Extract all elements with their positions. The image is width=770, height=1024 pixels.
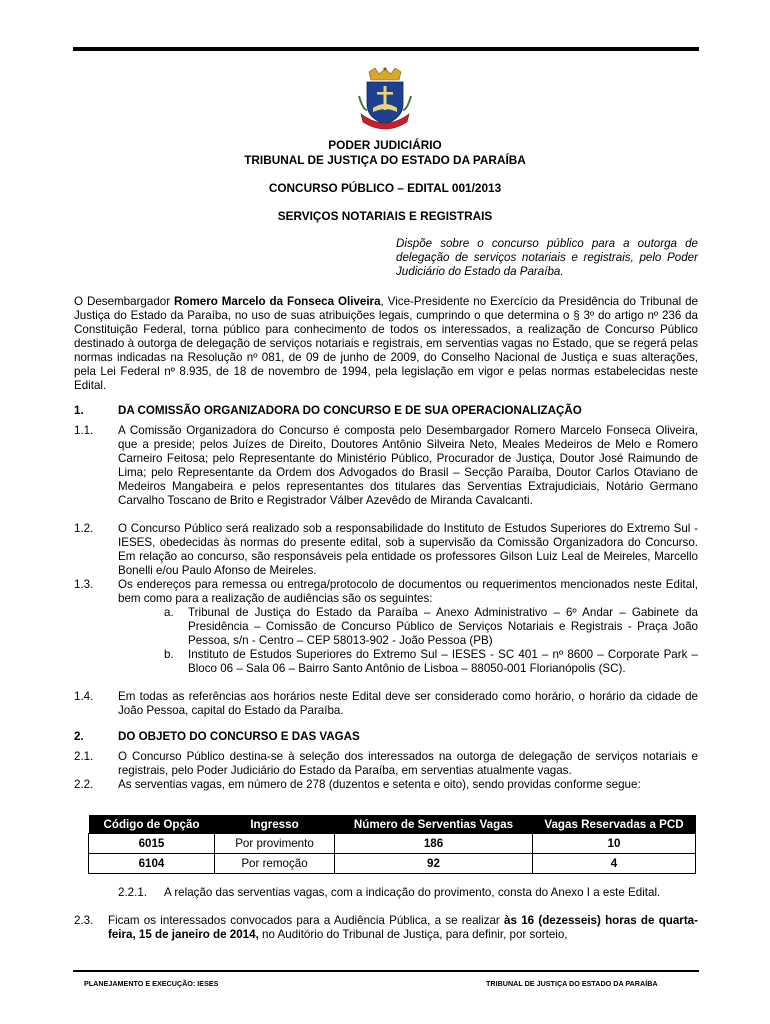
cell-pcd: 10: [533, 834, 696, 854]
item-2-3-bold: às 16 (dezesseis) horas de quarta-feira, 15 de janeiro de 2014,: [108, 914, 698, 941]
item-1-1-number: 1.1.: [74, 424, 94, 437]
ementa: Dispõe sobre o concurso público para a outorga de delegação de serviços notariais e registrais, pelo Poder Judiciário do Estado da Paraíba.: [396, 237, 698, 278]
top-rule: [73, 47, 699, 51]
item-2-2-number: 2.2.: [74, 778, 94, 791]
section-2-title: DO OBJETO DO CONCURSO E DAS VAGAS: [118, 730, 360, 743]
col-header-codigo: Código de Opção: [89, 815, 215, 834]
item-2-1-number: 2.1.: [74, 750, 94, 763]
bottom-rule: [73, 970, 699, 972]
item-2-3-post: no Auditório do Tribunal de Justiça, para definir, por sorteio,: [258, 928, 568, 941]
item-1-1-text: A Comissão Organizadora do Concurso é composta pelo Desembargador Romero Marcelo Fonseca Oliveira, que a preside; pelos Juízes de Direito, Doutores Antônio Silveira Neto, Meales Medeiros de Melo e Romero Carneiro Feitosa; pelo Representante do Ministério Público, Procurador de Justiça, Doutor José Raimundo de Lima; pelo Representante da Ordem dos Advogados do Brasil – Secção Paraíba, Doutor Carlos Otaviano de Medeiros Mangabeira e pelos representantes dos titulares das Serventias Extrajudiciais, Notário Germano Carvalho Toscano de Brito e Registrador Válber Azevêdo de Miranda Cavalcanti.: [118, 424, 698, 507]
cell-pcd: 4: [533, 854, 696, 874]
section-1-number: 1.: [74, 404, 84, 417]
intro-paragraph: [74, 295, 698, 393]
section-1-title: DA COMISSÃO ORGANIZADORA DO CONCURSO E DE SUA OPERACIONALIZAÇÃO: [118, 404, 582, 417]
table-row: [89, 854, 696, 874]
edital-subject: SERVIÇOS NOTARIAIS E REGISTRAIS: [277, 209, 493, 223]
intro-post: , Vice-Presidente no Exercício da Presidência do Tribunal de Justiça do Estado da Paraíba, no uso de suas atribuições legais, cumprindo o que determina o § 3º do artigo nº 236 da Constituição Federal, torna público para conhecimento de todos os interessados, a realização de Concurso Público destinado à outorga de delegação de serviços notariais e registrais, em serventias vagas no Estado, que se regerá pelas normas indicadas na Resolução nº 081, de 09 de junho de 2009, do Conselho Nacional de Justiça e suas alterações, pela Lei Federal nº 8.935, de 18 de novembro de 1994, pela legislação em vigor e pelas normas estabelecidas neste Edital.: [74, 295, 698, 392]
item-2-3-number: 2.3.: [74, 914, 94, 927]
item-1-4-text: Em todas as referências aos horários neste Edital deve ser considerado como horário, o horário da cidade de João Pessoa, capital do Estado da Paraíba.: [118, 690, 698, 717]
intro-name: Romero Marcelo da Fonseca Oliveira: [174, 295, 381, 308]
item-1-3-text: Os endereços para remessa ou entrega/protocolo de documentos ou requerimentos mencionados neste Edital, bem como para a realização de audiências são os seguintes:: [118, 578, 698, 605]
cell-codigo: 6104: [89, 854, 215, 874]
address-b-letter: b.: [164, 648, 174, 661]
cell-ingresso: Por remoção: [215, 854, 335, 874]
item-2-2-1-number: 2.2.1.: [118, 886, 148, 899]
court-crest-emblem: [355, 66, 415, 132]
item-2-1-text: O Concurso Público destina-se à seleção dos interessados na outorga de delegação de serviços notariais e registrais, pelo Poder Judiciário do Estado da Paraíba, em serventias atualmente vagas.: [118, 750, 698, 777]
item-1-2-text: O Concurso Público será realizado sob a responsabilidade do Instituto de Estudos Superiores do Extremo Sul - IESES, obedecidas às normas do presente edital, sob a supervisão da Comissão Organizadora do Concurso. Em relação ao concurso, são responsáveis pela entidade os professores Gilson Luiz Leal de Meireles, Marcello Bonelli e/ou Paulo Afonso de Meireles.: [118, 522, 698, 577]
item-1-2-number: 1.2.: [74, 522, 94, 535]
item-1-4-number: 1.4.: [74, 690, 94, 703]
item-1-3-number: 1.3.: [74, 578, 94, 591]
header-line-tribunal: TRIBUNAL DE JUSTIÇA DO ESTADO DA PARAÍBA: [244, 153, 526, 167]
item-2-2-text: As serventias vagas, em número de 278 (duzentos e setenta e oito), sendo providas conforme segue:: [118, 778, 641, 791]
cell-ingresso: Por provimento: [215, 834, 335, 854]
table-header-row: [89, 815, 696, 834]
intro-pre: O Desembargador: [74, 295, 175, 308]
cell-codigo: 6015: [89, 834, 215, 854]
item-2-3-pre: Ficam os interessados convocados para a Audiência Pública, a se realizar: [108, 914, 505, 927]
col-header-ingresso: Ingresso: [215, 815, 335, 834]
col-header-pcd: Vagas Reservadas a PCD: [533, 815, 696, 834]
vacancies-table: [88, 815, 696, 874]
footer-right: TRIBUNAL DE JUSTIÇA DO ESTADO DA PARAÍBA: [486, 979, 658, 988]
address-b-text: Instituto de Estudos Superiores do Extremo Sul – IESES - SC 401 – nº 8600 – Corporate Park – Bloco 06 – Sala 06 – Bairro Santo Antônio de Lisboa – 88050-001 Florianópolis (SC).: [188, 648, 698, 675]
cell-numero: 186: [335, 834, 533, 854]
footer-left: PLANEJAMENTO E EXECUÇÃO: IESES: [84, 979, 219, 988]
table-row: [89, 834, 696, 854]
cell-numero: 92: [335, 854, 533, 874]
address-a-letter: a.: [164, 606, 174, 619]
col-header-numero: Número de Serventias Vagas: [335, 815, 533, 834]
address-a-text: Tribunal de Justiça do Estado da Paraíba – Anexo Administrativo – 6º Andar – Gabinete da Presidência – Comissão de Concurso Público de Serviços Notariais e Registrais - Praça João Pessoa, s/n - Centro – CEP 58013-902 - João Pessoa (PB): [188, 606, 698, 647]
header-line-poder: PODER JUDICIÁRIO: [328, 138, 442, 152]
crest-icon: [355, 66, 415, 132]
item-2-2-1-text: A relação das serventias vagas, com a indicação do provimento, consta do Anexo I a este Edital.: [164, 886, 661, 899]
item-2-3-text: [108, 914, 698, 942]
edital-title: CONCURSO PÚBLICO – EDITAL 001/2013: [268, 181, 502, 195]
section-2-number: 2.: [74, 730, 84, 743]
